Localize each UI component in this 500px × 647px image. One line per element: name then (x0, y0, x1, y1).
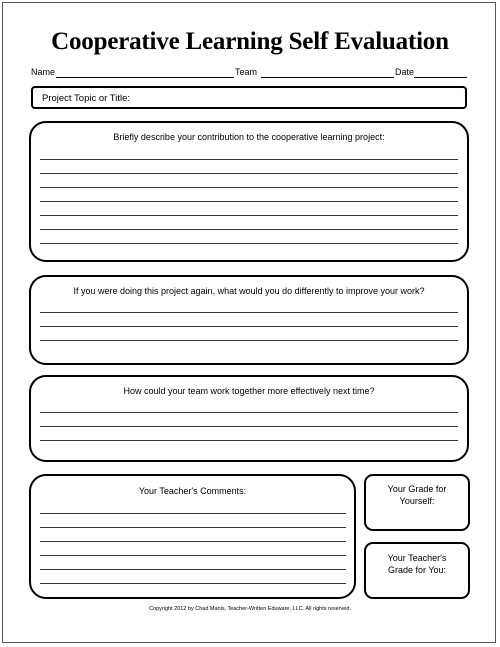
self-grade-box[interactable] (364, 474, 470, 531)
name-field[interactable] (56, 77, 234, 78)
writing-line[interactable] (40, 326, 458, 327)
page-title: Cooperative Learning Self Evaluation (51, 28, 449, 55)
self-grade-label-line1: Your Grade for (387, 484, 447, 494)
team-label: Team (235, 67, 258, 77)
writing-line[interactable] (40, 243, 458, 244)
teamwork-box (29, 375, 469, 462)
writing-line[interactable] (40, 215, 458, 216)
teacher-comments-box (29, 474, 356, 599)
improve-box (29, 275, 469, 365)
team-field[interactable] (261, 77, 394, 78)
writing-line[interactable] (40, 187, 458, 188)
writing-line[interactable] (40, 312, 458, 313)
writing-line[interactable] (40, 229, 458, 230)
writing-line[interactable] (40, 527, 346, 528)
teacher-grade-label-line2: Grade for You: (387, 565, 447, 575)
teacher-grade-box[interactable] (364, 542, 470, 599)
copyright-notice: Copyright 2012 by Chad Manis, Teacher-Written Eduware, LLC. All rights reserved. (149, 606, 351, 612)
writing-line[interactable] (40, 541, 346, 542)
teacher-grade-label-line1: Your Teacher's (387, 553, 447, 563)
self-grade-label-line2: Yourself: (399, 496, 435, 506)
writing-line[interactable] (40, 440, 458, 441)
project-topic-field[interactable] (31, 86, 467, 109)
teacher-comments-label: Your Teacher's Comments: (138, 486, 247, 496)
contribution-question: Briefly describe your contribution to the cooperative learning project: (113, 132, 385, 142)
project-topic-label: Project Topic or Title: (42, 93, 131, 104)
writing-line[interactable] (40, 426, 458, 427)
writing-line[interactable] (40, 583, 346, 584)
writing-line[interactable] (40, 173, 458, 174)
improve-question: If you were doing this project again, what would you do differently to improve your work? (73, 286, 425, 296)
writing-line[interactable] (40, 555, 346, 556)
name-label: Name (31, 67, 56, 77)
date-label: Date (395, 67, 415, 77)
date-field[interactable] (414, 77, 467, 78)
writing-line[interactable] (40, 513, 346, 514)
teamwork-question: How could your team work together more effectively next time? (123, 386, 375, 396)
writing-line[interactable] (40, 569, 346, 570)
writing-line[interactable] (40, 201, 458, 202)
writing-line[interactable] (40, 412, 458, 413)
writing-line[interactable] (40, 159, 458, 160)
writing-line[interactable] (40, 340, 458, 341)
contribution-box (29, 121, 469, 262)
